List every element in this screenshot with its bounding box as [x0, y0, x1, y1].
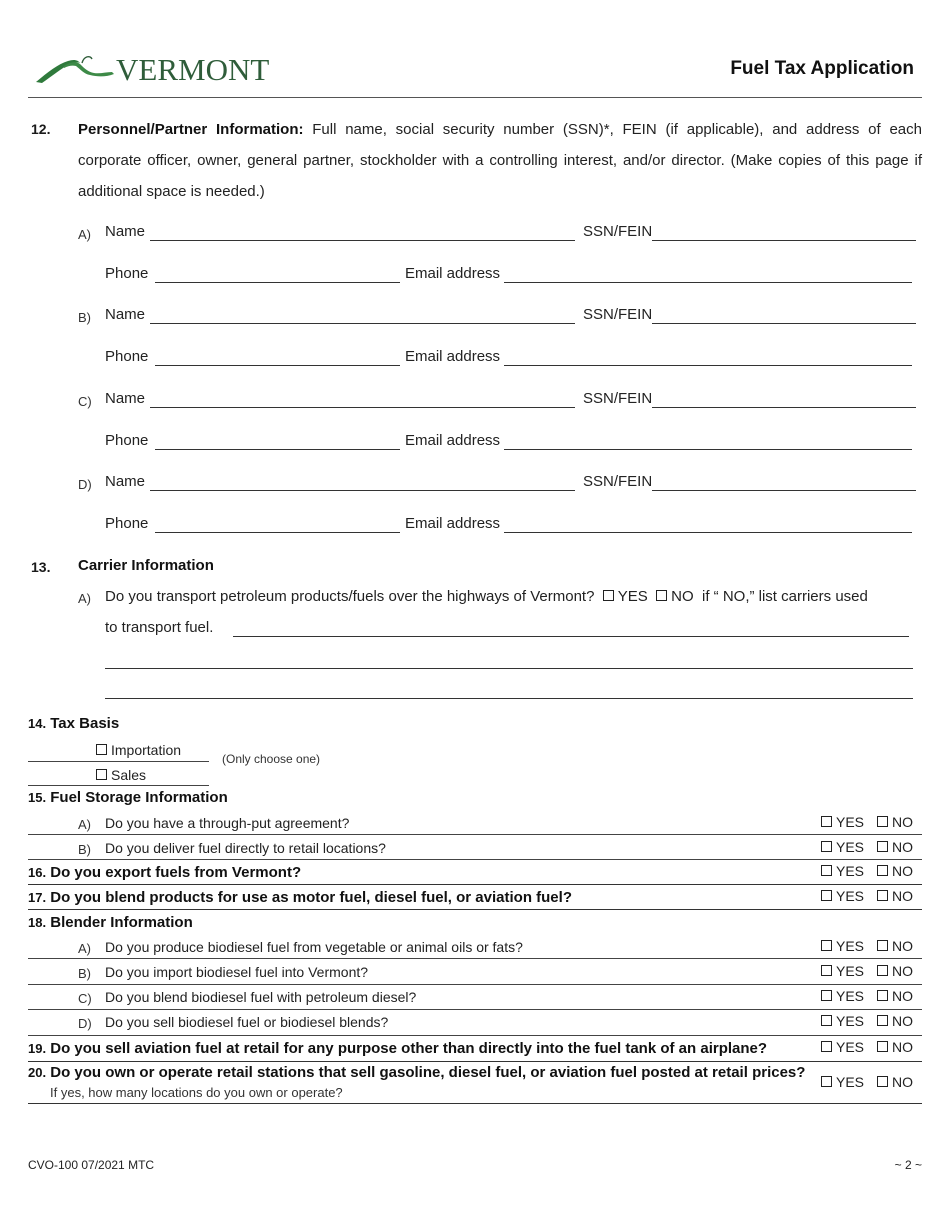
q13-title: Carrier Information	[78, 557, 214, 574]
row-divider	[28, 984, 922, 985]
q15-heading	[28, 789, 228, 806]
carriers-input-line-1[interactable]	[233, 636, 909, 637]
q13-yes-label: YES	[617, 588, 648, 605]
question-heading	[28, 864, 301, 881]
no-label: NO	[892, 1039, 913, 1055]
q13-question: Do you transport petroleum products/fuels over the highways of Vermont?	[105, 588, 595, 605]
yes-checkbox[interactable]	[821, 1076, 832, 1087]
ssn-fein-label: SSN/FEIN	[583, 306, 653, 323]
no-checkbox[interactable]	[877, 1015, 888, 1026]
yes-checkbox[interactable]	[821, 1015, 832, 1026]
q13-letter: A)	[78, 591, 91, 606]
q13-yes-checkbox[interactable]	[603, 590, 614, 601]
row-divider	[28, 1009, 922, 1010]
phone-label: Phone	[105, 348, 149, 365]
yes-option[interactable]	[821, 839, 864, 855]
q13-question-line	[105, 588, 868, 605]
question-subtext: If yes, how many locations do you own or operate?	[50, 1085, 343, 1100]
ssn-fein-label: SSN/FEIN	[583, 223, 653, 240]
no-label: NO	[892, 1074, 913, 1090]
logo-wordmark: VERMONT	[116, 52, 270, 87]
q13-no-label: NO	[671, 588, 694, 605]
question-text: Do you have a through-put agreement?	[105, 815, 350, 831]
question-letter: D)	[78, 1016, 92, 1031]
form-id: CVO-100 07/2021 MTC	[28, 1158, 155, 1172]
yes-label: YES	[836, 963, 865, 979]
yes-label: YES	[836, 938, 865, 954]
yes-option[interactable]	[821, 1074, 864, 1090]
question-text: Do you own or operate retail stations that sell gasoline, diesel fuel, or aviation fuel posted at retail prices?	[50, 1064, 806, 1081]
question-letter: B)	[78, 966, 91, 981]
q12-text: Full name, social security number (SSN)*, FEIN (if applicable), and address of each corporate officer, owner, general partner, stockholder with a controlling interest, and/or director. (Make copies of this page if additional space is needed.)	[78, 121, 922, 200]
yes-label: YES	[836, 1039, 865, 1055]
no-label: NO	[892, 888, 913, 904]
email-label: Email address	[405, 265, 501, 282]
no-checkbox[interactable]	[877, 1076, 888, 1087]
no-label: NO	[892, 988, 913, 1004]
personnel-letter: D)	[78, 477, 92, 492]
email-input-line[interactable]	[504, 282, 912, 283]
row-divider	[28, 1035, 922, 1036]
yes-option[interactable]	[821, 963, 864, 979]
q12-title: Personnel/Partner Information:	[78, 121, 304, 138]
no-label: NO	[892, 1013, 913, 1029]
yes-checkbox[interactable]	[821, 1041, 832, 1052]
q15-number: 15.	[28, 790, 47, 805]
row-divider	[28, 1103, 922, 1104]
no-checkbox[interactable]	[877, 990, 888, 1001]
no-label: NO	[892, 938, 913, 954]
tax-basis-note: (Only choose one)	[222, 752, 321, 766]
yes-option[interactable]	[821, 938, 864, 954]
name-input-line[interactable]	[150, 323, 575, 324]
tax-basis-sales-option[interactable]	[96, 767, 146, 783]
no-option[interactable]	[877, 963, 913, 979]
no-option[interactable]	[877, 1013, 913, 1029]
question-text: Do you deliver fuel directly to retail locations?	[105, 840, 386, 856]
tax-basis-bottom-rule	[28, 785, 209, 786]
question-letter: A)	[78, 817, 91, 832]
personnel-letter: C)	[78, 394, 92, 409]
yes-label: YES	[836, 1013, 865, 1029]
no-checkbox[interactable]	[877, 816, 888, 827]
yes-label: YES	[836, 988, 865, 1004]
phone-label: Phone	[105, 265, 149, 282]
q15-title: Fuel Storage Information	[50, 789, 228, 806]
no-checkbox[interactable]	[877, 890, 888, 901]
email-label: Email address	[405, 432, 501, 449]
no-label: NO	[892, 839, 913, 855]
yes-label: YES	[836, 888, 865, 904]
importation-checkbox[interactable]	[96, 744, 107, 755]
q18-number: 18.	[28, 915, 47, 930]
row-divider	[28, 909, 922, 910]
yes-label: YES	[836, 1074, 865, 1090]
yes-checkbox[interactable]	[821, 965, 832, 976]
no-option[interactable]	[877, 888, 913, 904]
question-heading	[28, 889, 572, 906]
email-label: Email address	[405, 348, 501, 365]
row-divider	[28, 958, 922, 959]
carriers-input-line-3[interactable]	[105, 698, 913, 699]
no-label: NO	[892, 814, 913, 830]
no-checkbox[interactable]	[877, 841, 888, 852]
ssn-fein-input-line[interactable]	[652, 323, 916, 324]
question-text: Do you export fuels from Vermont?	[50, 864, 302, 881]
q13-followup: if “ NO,” list carriers used	[701, 588, 868, 605]
header-divider	[28, 97, 922, 98]
q12-number: 12.	[31, 121, 51, 137]
yes-checkbox[interactable]	[821, 816, 832, 827]
yes-checkbox[interactable]	[821, 990, 832, 1001]
ssn-fein-input-line[interactable]	[652, 240, 916, 241]
ssn-fein-label: SSN/FEIN	[583, 390, 653, 407]
no-checkbox[interactable]	[877, 1041, 888, 1052]
question-letter: B)	[78, 842, 91, 857]
tax-basis-divider	[28, 761, 209, 762]
question-text: Do you blend biodiesel fuel with petroleum diesel?	[105, 989, 417, 1005]
phone-input-line[interactable]	[155, 532, 400, 533]
personnel-letter: A)	[78, 227, 91, 242]
document-title: Fuel Tax Application	[730, 58, 914, 79]
email-label: Email address	[405, 515, 501, 532]
phone-input-line[interactable]	[155, 282, 400, 283]
phone-input-line[interactable]	[155, 449, 400, 450]
importation-label: Importation	[111, 742, 182, 758]
no-option[interactable]	[877, 1074, 913, 1090]
question-text: Do you import biodiesel fuel into Vermont?	[105, 964, 369, 980]
name-input-line[interactable]	[150, 240, 575, 241]
yes-checkbox[interactable]	[821, 841, 832, 852]
yes-label: YES	[836, 863, 865, 879]
ssn-fein-input-line[interactable]	[652, 490, 916, 491]
yes-option[interactable]	[821, 1013, 864, 1029]
q14-title: Tax Basis	[50, 715, 120, 732]
yes-option[interactable]	[821, 1039, 864, 1055]
name-label: Name	[105, 390, 146, 407]
question-text: Do you sell biodiesel fuel or biodiesel blends?	[105, 1014, 389, 1030]
question-number: 16.	[28, 865, 47, 880]
no-checkbox[interactable]	[877, 865, 888, 876]
question-text: Do you sell aviation fuel at retail for any purpose other than directly into the fuel tank of an airplane?	[50, 1040, 768, 1057]
yes-label: YES	[836, 814, 865, 830]
question-text: Do you blend products for use as motor fuel, diesel fuel, or aviation fuel?	[50, 889, 572, 906]
q13-no-checkbox[interactable]	[656, 590, 667, 601]
q14-number: 14.	[28, 716, 47, 731]
no-label: NO	[892, 863, 913, 879]
ssn-fein-label: SSN/FEIN	[583, 473, 653, 490]
no-checkbox[interactable]	[877, 940, 888, 951]
question-number: 17.	[28, 890, 47, 905]
row-divider	[28, 859, 922, 860]
q18-heading	[28, 914, 193, 931]
page-number: ~ 2 ~	[894, 1158, 922, 1172]
name-label: Name	[105, 306, 146, 323]
q18-title: Blender Information	[50, 914, 193, 931]
name-input-line[interactable]	[150, 407, 575, 408]
phone-input-line[interactable]	[155, 365, 400, 366]
yes-option[interactable]	[821, 863, 864, 879]
yes-option[interactable]	[821, 888, 864, 904]
row-divider	[28, 884, 922, 885]
no-option[interactable]	[877, 988, 913, 1004]
no-option[interactable]	[877, 863, 913, 879]
ssn-fein-input-line[interactable]	[652, 407, 916, 408]
no-option[interactable]	[877, 814, 913, 830]
question-letter: C)	[78, 991, 92, 1006]
question-heading	[28, 1064, 805, 1081]
yes-label: YES	[836, 839, 865, 855]
carriers-input-line-2[interactable]	[105, 668, 913, 669]
email-input-line[interactable]	[504, 532, 912, 533]
yes-checkbox[interactable]	[821, 865, 832, 876]
phone-label: Phone	[105, 432, 149, 449]
q12-description	[78, 114, 922, 207]
no-label: NO	[892, 963, 913, 979]
q13-number: 13.	[31, 559, 51, 575]
q14-heading	[28, 715, 119, 732]
question-number: 20.	[28, 1065, 47, 1080]
sales-label: Sales	[111, 767, 147, 783]
yes-option[interactable]	[821, 814, 864, 830]
row-divider	[28, 1061, 922, 1062]
question-text: Do you produce biodiesel fuel from vegetable or animal oils or fats?	[105, 939, 523, 955]
yes-checkbox[interactable]	[821, 890, 832, 901]
personnel-letter: B)	[78, 310, 91, 325]
email-input-line[interactable]	[504, 365, 912, 366]
yes-checkbox[interactable]	[821, 940, 832, 951]
email-input-line[interactable]	[504, 449, 912, 450]
question-letter: A)	[78, 941, 91, 956]
question-number: 19.	[28, 1041, 47, 1056]
row-divider	[28, 834, 922, 835]
phone-label: Phone	[105, 515, 149, 532]
no-option[interactable]	[877, 938, 913, 954]
question-heading	[28, 1040, 767, 1057]
vermont-logo	[34, 50, 270, 90]
vermont-mountain-icon	[34, 50, 116, 90]
no-option[interactable]	[877, 839, 913, 855]
tax-basis-importation-option[interactable]	[96, 742, 181, 758]
name-label: Name	[105, 473, 146, 490]
no-option[interactable]	[877, 1039, 913, 1055]
q13-followup2: to transport fuel.	[105, 619, 214, 636]
name-input-line[interactable]	[150, 490, 575, 491]
no-checkbox[interactable]	[877, 965, 888, 976]
sales-checkbox[interactable]	[96, 769, 107, 780]
yes-option[interactable]	[821, 988, 864, 1004]
name-label: Name	[105, 223, 146, 240]
